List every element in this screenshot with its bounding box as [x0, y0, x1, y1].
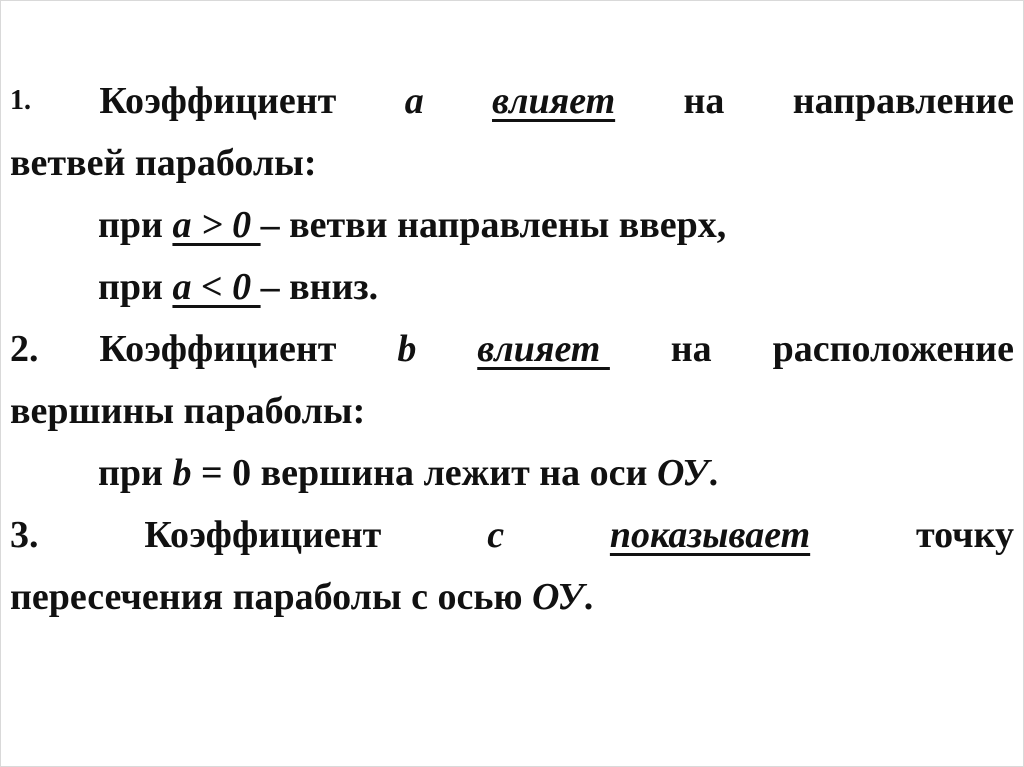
item-1-subitem-2	[10, 256, 1014, 318]
item-1-tail-word-2: направление	[792, 80, 1014, 122]
axis-oy: ОУ	[656, 452, 709, 494]
item-3-coefficient: с	[487, 514, 505, 556]
item-1-continuation-text: ветвей параболы:	[10, 142, 317, 184]
item-3-number: 3.	[10, 514, 39, 556]
item-3-head-word: Коэффициент	[144, 514, 382, 556]
item-3-continuation	[10, 566, 1014, 628]
item-1-subitem-1	[10, 194, 1014, 256]
item-3-verb: показывает	[609, 514, 811, 556]
item-3-continuation-text: пересечения параболы с осью	[10, 576, 532, 618]
subitem-end: .	[708, 452, 719, 494]
item-1-coefficient: а	[404, 80, 424, 122]
condition-a-negative: а < 0	[172, 266, 261, 308]
item-1-head-word: Коэффициент	[99, 80, 337, 122]
item-2-subitem-1	[10, 442, 1014, 504]
item-2-number: 2.	[10, 328, 39, 370]
item-2-line	[10, 318, 1014, 380]
item-1-tail-word-1: на	[683, 80, 725, 122]
item-1-line	[10, 70, 1014, 132]
item-2-tail-word-2: расположение	[772, 328, 1014, 370]
item-2-verb: влияет	[477, 328, 610, 370]
item-1-verb: влияет	[492, 80, 616, 122]
subitem-prefix: при	[98, 204, 173, 246]
item-2-tail-word-1: на	[670, 328, 712, 370]
item-2-head-word: Коэффициент	[99, 328, 337, 370]
item-3-tail-word: точку	[916, 514, 1014, 556]
subitem-prefix: при	[98, 266, 173, 308]
item-1-continuation	[10, 132, 1014, 194]
item-1-number: 1.	[10, 85, 31, 116]
subitem-suffix: – вниз.	[260, 266, 379, 308]
item-3-continuation-end: .	[583, 576, 594, 618]
axis-oy: ОУ	[532, 576, 584, 618]
slide-body	[10, 70, 1014, 628]
condition-a-positive: а > 0	[172, 204, 261, 246]
item-2-coefficient: b	[397, 328, 417, 370]
subitem-prefix: при	[98, 452, 173, 494]
item-3-line	[10, 504, 1014, 566]
variable-b: b	[172, 452, 192, 494]
subitem-suffix: – ветви направлены вверх,	[260, 204, 727, 246]
item-2-continuation-text: вершины параболы:	[10, 390, 366, 432]
item-2-continuation	[10, 380, 1014, 442]
subitem-middle: = 0 вершина лежит на оси	[191, 452, 657, 494]
